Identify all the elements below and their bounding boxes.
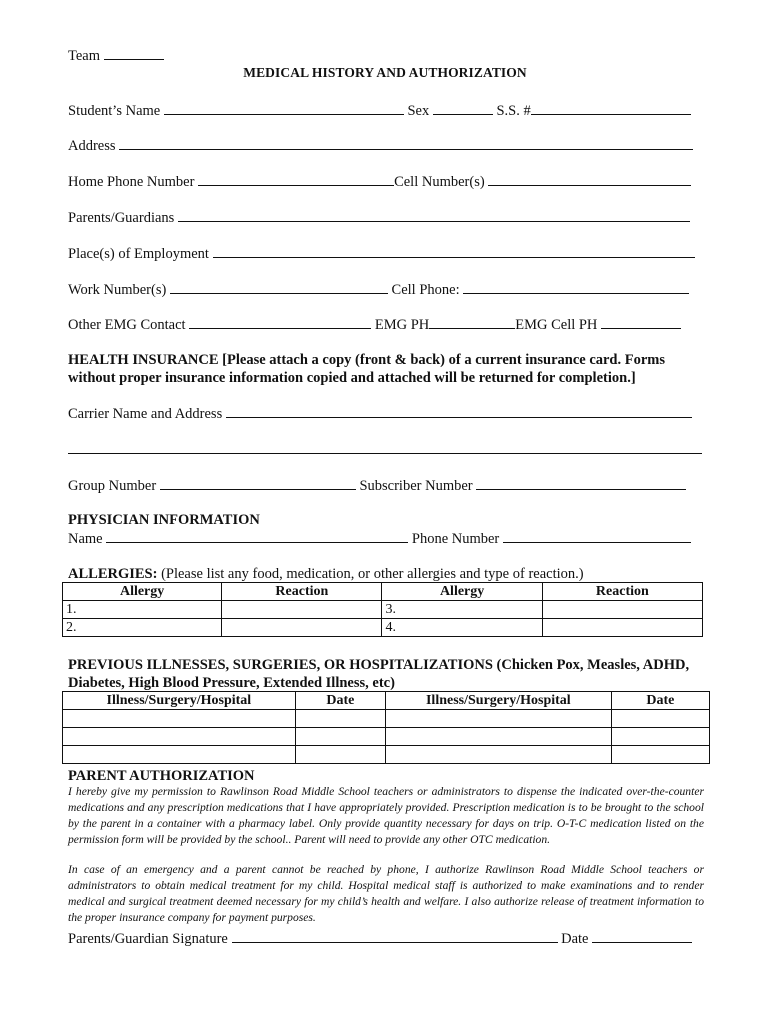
work-number-label: Work Number(s) <box>68 282 167 298</box>
address-row <box>68 136 693 155</box>
emg-contact-field[interactable] <box>189 315 371 329</box>
illness-cell[interactable] <box>63 728 296 746</box>
allergy-cell[interactable]: 3. <box>382 601 542 619</box>
reaction-cell[interactable] <box>222 619 382 637</box>
column-header: Allergy <box>63 583 222 601</box>
group-row <box>68 476 686 495</box>
physician-heading: PHYSICIAN INFORMATION <box>68 512 260 528</box>
reaction-cell[interactable] <box>542 601 702 619</box>
carrier-row <box>68 404 692 423</box>
employment-row <box>68 244 695 263</box>
student-row <box>68 101 691 120</box>
parents-field[interactable] <box>178 208 690 222</box>
column-header: Date <box>295 692 385 710</box>
signature-date-field[interactable] <box>592 929 692 943</box>
illness-cell[interactable] <box>63 710 296 728</box>
authorization-heading: PARENT AUTHORIZATION <box>68 768 255 784</box>
carrier-label: Carrier Name and Address <box>68 406 223 422</box>
illness-cell[interactable] <box>385 710 611 728</box>
ss-field[interactable] <box>531 101 691 115</box>
allergy-cell[interactable]: 1. <box>63 601 222 619</box>
illnesses-header-row <box>63 692 710 710</box>
illnesses-heading: PREVIOUS ILLNESSES, SURGERIES, OR HOSPITALIZATIONS (Chicken Pox, Measles, ADHD, Diabetes, High Blood Pressure, Extended Illness, etc) <box>68 657 690 691</box>
ss-label: S.S. # <box>496 103 531 119</box>
emergency-row <box>68 315 681 334</box>
date-cell[interactable] <box>295 746 385 764</box>
table-row <box>63 601 703 619</box>
address-label: Address <box>68 138 116 154</box>
home-phone-field[interactable] <box>198 172 394 186</box>
team-label: Team <box>68 48 100 64</box>
allergy-cell[interactable]: 4. <box>382 619 542 637</box>
date-cell[interactable] <box>611 746 709 764</box>
parents-label: Parents/Guardians <box>68 210 175 226</box>
carrier-row-2 <box>68 440 702 459</box>
team-row <box>68 46 164 65</box>
physician-phone-label: Phone Number <box>411 531 500 547</box>
allergies-header-row <box>63 583 703 601</box>
phone-row <box>68 172 691 191</box>
employment-field[interactable] <box>213 244 695 258</box>
address-field[interactable] <box>119 136 693 150</box>
allergies-table <box>62 582 703 637</box>
parents-row <box>68 208 690 227</box>
reaction-cell[interactable] <box>542 619 702 637</box>
table-row <box>63 710 710 728</box>
work-number-field[interactable] <box>170 280 388 294</box>
carrier-field[interactable] <box>226 404 692 418</box>
signature-label: Parents/Guardian Signature <box>68 931 228 947</box>
form-title: MEDICAL HISTORY AND AUTHORIZATION <box>243 65 527 80</box>
reaction-cell[interactable] <box>222 601 382 619</box>
table-row <box>63 746 710 764</box>
illness-cell[interactable] <box>385 746 611 764</box>
emg-ph-label: EMG PH <box>374 317 430 333</box>
group-number-field[interactable] <box>160 476 356 490</box>
work-row <box>68 280 689 299</box>
sex-label: Sex <box>407 103 430 119</box>
team-field[interactable] <box>104 46 164 60</box>
column-header: Illness/Surgery/Hospital <box>63 692 296 710</box>
allergies-heading: ALLERGIES: <box>68 566 158 582</box>
cell-number-label: Cell Number(s) <box>394 174 485 190</box>
date-cell[interactable] <box>295 710 385 728</box>
signature-row <box>68 929 692 948</box>
cell-number-field[interactable] <box>488 172 691 186</box>
authorization-paragraph-1: I hereby give my permission to Rawlinson Road Middle School teachers or administrators to dispense the indicated over-the-counter medications and any prescription medications that I have appropriately provided. Prescription medication is to be brought to the school by the parent in a container with a pharmacy label. Only provide quantity necessary for days on trip. O-T-C medication listed on the permission form will be provided by the school.. Parent will need to provide any other OTC medication. <box>68 785 704 846</box>
insurance-heading: HEALTH INSURANCE [Please attach a copy (front & back) of a current insurance card. Forms without proper insurance information copied and attached will be returned for completion.] <box>68 352 666 386</box>
illnesses-table <box>62 691 710 764</box>
signature-date-label: Date <box>561 931 589 947</box>
cell-phone-field[interactable] <box>463 280 689 294</box>
employment-label: Place(s) of Employment <box>68 246 209 262</box>
date-cell[interactable] <box>295 728 385 746</box>
cell-phone-label: Cell Phone: <box>391 282 460 298</box>
column-header: Reaction <box>222 583 382 601</box>
group-number-label: Group Number <box>68 478 157 494</box>
subscriber-number-label: Subscriber Number <box>359 478 473 494</box>
authorization-paragraph-2: In case of an emergency and a parent cannot be reached by phone, I authorize Rawlinson Road Middle School teachers or administrators to obtain medical treatment for my child. Hospital medical staff is authorized to make examinations and to render medical and surgical treatment deemed necessary for my child’s health and welfare. I also authorize release of treatment information to the proper insurance company for payment purposes. <box>68 863 704 924</box>
allergies-instruction: (Please list any food, medication, or other allergies and type of reaction.) <box>161 566 584 582</box>
allergy-cell[interactable]: 2. <box>63 619 222 637</box>
emg-contact-label: Other EMG Contact <box>68 317 186 333</box>
column-header: Allergy <box>382 583 542 601</box>
student-name-label: Student’s Name <box>68 103 161 119</box>
physician-row <box>68 529 691 548</box>
physician-phone-field[interactable] <box>503 529 691 543</box>
date-cell[interactable] <box>611 728 709 746</box>
column-header: Illness/Surgery/Hospital <box>385 692 611 710</box>
column-header: Date <box>611 692 709 710</box>
carrier-field-line-2[interactable] <box>68 440 702 454</box>
home-phone-label: Home Phone Number <box>68 174 195 190</box>
illness-cell[interactable] <box>385 728 611 746</box>
physician-name-label: Name <box>68 531 103 547</box>
column-header: Reaction <box>542 583 702 601</box>
signature-field[interactable] <box>232 929 558 943</box>
table-row <box>63 619 703 637</box>
student-name-field[interactable] <box>164 101 404 115</box>
emg-cell-field[interactable] <box>601 315 681 329</box>
emg-cell-label: EMG Cell PH <box>515 317 598 333</box>
physician-name-field[interactable] <box>106 529 408 543</box>
allergies-heading-row <box>68 565 584 583</box>
emg-ph-field[interactable] <box>429 315 515 329</box>
subscriber-number-field[interactable] <box>476 476 686 490</box>
table-row <box>63 728 710 746</box>
sex-field[interactable] <box>433 101 493 115</box>
date-cell[interactable] <box>611 710 709 728</box>
illness-cell[interactable] <box>63 746 296 764</box>
